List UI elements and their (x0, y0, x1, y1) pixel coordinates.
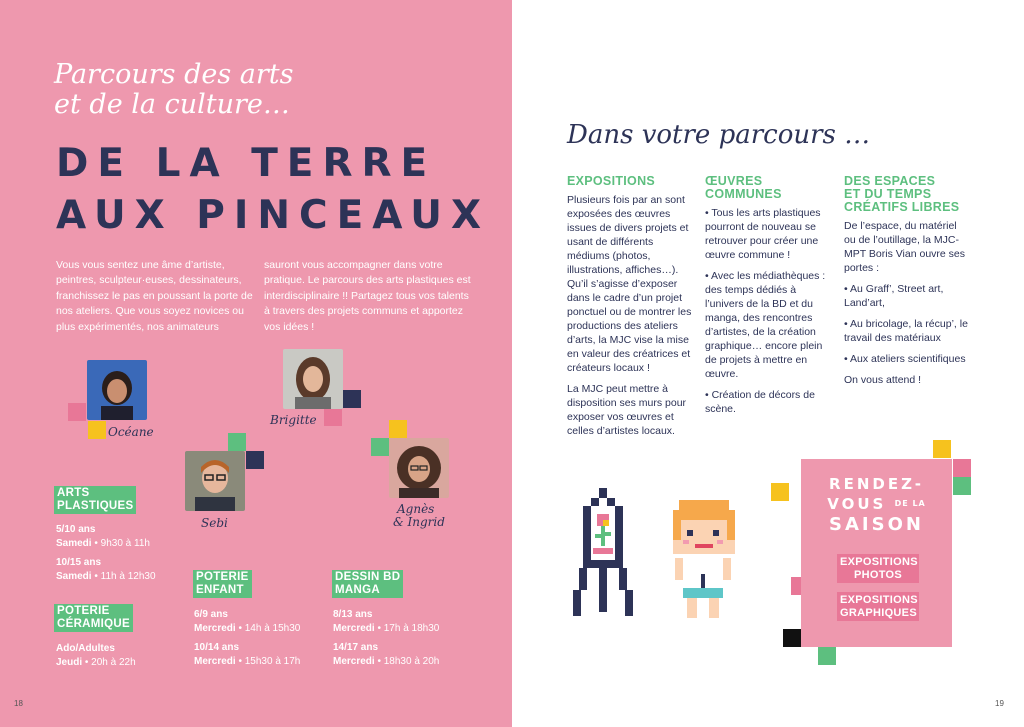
right-page (512, 0, 1024, 727)
decor-square (246, 451, 264, 469)
decor-square (343, 390, 361, 408)
schedule-arts-plastiques (56, 523, 156, 589)
decor-square (371, 438, 389, 456)
tag-arts-plastiques (54, 486, 136, 514)
heading-line: ET DU TEMPS (844, 187, 932, 201)
age-group: 5/10 ans (56, 524, 96, 535)
heading-line: COMMUNES (705, 187, 782, 201)
intro-text-column-2: sauront vous accompagner dans votre pratique. Le parcours des arts plastiques est interdisciplinaire !! Partagez tous vos talents à travers des projets communs et apportez vos idées ! (264, 259, 471, 333)
tag-line: ENFANT (196, 584, 244, 596)
name-oceane: Océane (108, 425, 154, 439)
espaces-paragraph-1: De l’espace, du matériel ou de l’outillage, la MJC-MPT Boris Vian ouvre ses portes : (844, 220, 965, 274)
name-brigitte: Brigitte (270, 413, 317, 427)
time: • 9h30 à 11h (91, 537, 150, 549)
button-line: EXPOSITIONS (840, 594, 918, 606)
column-expositions (567, 175, 692, 445)
age-group: 6/9 ans (194, 609, 228, 620)
espaces-paragraph-3: • Au bricolage, la récup’, le travail des matériaux (844, 318, 968, 344)
expositions-photos-button[interactable] (837, 554, 919, 583)
decor-square (68, 403, 86, 421)
tag-poterie-enfant (193, 570, 252, 598)
tag-line: DESSIN BD (335, 571, 401, 583)
schedule-poterie-ceramique (56, 642, 136, 675)
espaces-heading (844, 175, 968, 214)
oeuvres-heading (705, 175, 831, 201)
time: • 18h30 à 20h (374, 655, 440, 667)
column-espaces-creatifs (844, 175, 968, 394)
right-script-title: Dans votre parcours … (567, 120, 871, 150)
time: • 20h à 22h (82, 656, 136, 668)
decor-square (771, 483, 789, 501)
age-group: 14/17 ans (333, 642, 379, 653)
time: • 15h30 à 17h (235, 655, 301, 667)
time: • 17h à 18h30 (374, 622, 440, 634)
day: Samedi (56, 570, 92, 582)
section-script-title (54, 60, 293, 120)
decor-square (389, 420, 407, 438)
day: Mercredi (194, 655, 236, 667)
time: • 14h à 15h30 (235, 622, 301, 634)
tag-line: PLASTIQUES (57, 500, 134, 512)
button-line: EXPOSITIONS (840, 556, 918, 568)
portrait-sebi (185, 451, 245, 511)
espaces-paragraph-2: • Au Graff’, Street art, Land’art, (844, 283, 944, 309)
schedule-poterie-enfant (194, 608, 300, 674)
tag-line: POTERIE (196, 571, 249, 583)
oeuvres-paragraph-3: • Création de décors de scène. (705, 389, 815, 415)
decor-square (228, 433, 246, 451)
portrait-brigitte (283, 349, 343, 409)
day: Jeudi (56, 656, 83, 668)
day: Samedi (56, 537, 92, 549)
tag-dessin-bd-manga (332, 570, 403, 598)
page-number-right: 19 (995, 699, 1004, 708)
tag-line: MANGA (335, 584, 380, 596)
intro-text-column-1: Vous vous sentez une âme d’artiste, peintres, sculpteur·euses, dessinateurs, franchissez le pas en poussant la porte de nos ateliers. Que vous soyez novices ou plus expérimentés, nos animateurs (56, 259, 253, 333)
expositions-graphiques-button[interactable] (837, 592, 919, 621)
page-title-line-1: DE LA TERRE (56, 141, 437, 186)
age-group: 8/13 ans (333, 609, 373, 620)
script-title-line-2: et de la culture… (54, 89, 290, 120)
decor-square (953, 459, 971, 477)
heading-line: DES ESPACES (844, 174, 936, 188)
button-line: GRAPHIQUES (840, 606, 917, 619)
tag-line: CÉRAMIQUE (57, 618, 130, 630)
day: Mercredi (194, 622, 236, 634)
button-line: PHOTOS (853, 568, 903, 581)
age-group: 10/14 ans (194, 642, 240, 653)
pixel-art-easel-painter-illustration (567, 482, 767, 627)
script-title-line-1: Parcours des arts (54, 59, 294, 90)
oeuvres-paragraph-1: • Tous les arts plastiques pourront de nouveau se retrouver pour créer une œuvre commune ! (705, 207, 821, 261)
espaces-paragraph-5: On vous attend ! (844, 374, 922, 386)
day: Mercredi (333, 622, 375, 634)
oeuvres-paragraph-2: • Avec les médiathèques : des temps dédiés à l’univers de la BD et du manga, des rencontres d’artistes, de la création graphique… encore plein de projets à mettre en œuvre. (705, 270, 826, 380)
decor-square (818, 647, 836, 665)
tag-poterie-ceramique (54, 604, 133, 632)
promo-line-1: RENDEZ- (829, 475, 924, 493)
promo-de-la: DE LA (894, 499, 926, 508)
decor-square (783, 629, 801, 647)
name-sebi: Sebi (201, 516, 228, 530)
tag-line: POTERIE (57, 605, 110, 617)
age-group: Ado/Adultes (56, 643, 115, 654)
expositions-paragraph-2: La MJC peut mettre à disposition ses murs pour exposer vos œuvres et celles d’artistes locaux. (567, 383, 687, 437)
heading-line: ŒUVRES (705, 174, 763, 188)
promo-vous: VOUS (827, 495, 887, 513)
decor-square (933, 440, 951, 458)
rendez-vous-promo-box (801, 459, 952, 647)
day: Mercredi (333, 655, 375, 667)
expositions-paragraph-1: Plusieurs fois par an sont exposées des œuvres issues de divers projets et usant de différents médiums (photos, illustrations, affiches…). Qu’il s’agisse d’exposer dans le cadre d’un projet ponctuel ou de montrer les productions des ateliers d’arts, la MJC vise la mise en valeur des créatrices et créateurs locaux ! (567, 194, 692, 374)
portrait-agnes-ingrid (389, 438, 449, 498)
column-oeuvres-communes (705, 175, 831, 423)
age-group: 10/15 ans (56, 557, 102, 568)
tag-line: ARTS (57, 487, 90, 499)
page-number-left: 18 (14, 699, 23, 708)
portrait-oceane (87, 360, 147, 420)
name-ingrid: & Ingrid (393, 515, 445, 529)
schedule-dessin-bd-manga (333, 608, 439, 674)
time: • 11h à 12h30 (91, 570, 156, 582)
heading-line: CRÉATIFS LIBRES (844, 200, 960, 214)
promo-line-3: SAISON (829, 514, 924, 535)
page-title-line-2: AUX PINCEAUX (56, 193, 491, 238)
decor-square (324, 408, 342, 426)
promo-line-2 (801, 495, 952, 513)
espaces-paragraph-4: • Aux ateliers scientifiques (844, 353, 966, 365)
decor-square (953, 477, 971, 495)
name-agnes: Agnès (397, 502, 435, 516)
decor-square (88, 421, 106, 439)
expositions-heading: EXPOSITIONS (567, 174, 656, 188)
page-title (56, 138, 490, 242)
